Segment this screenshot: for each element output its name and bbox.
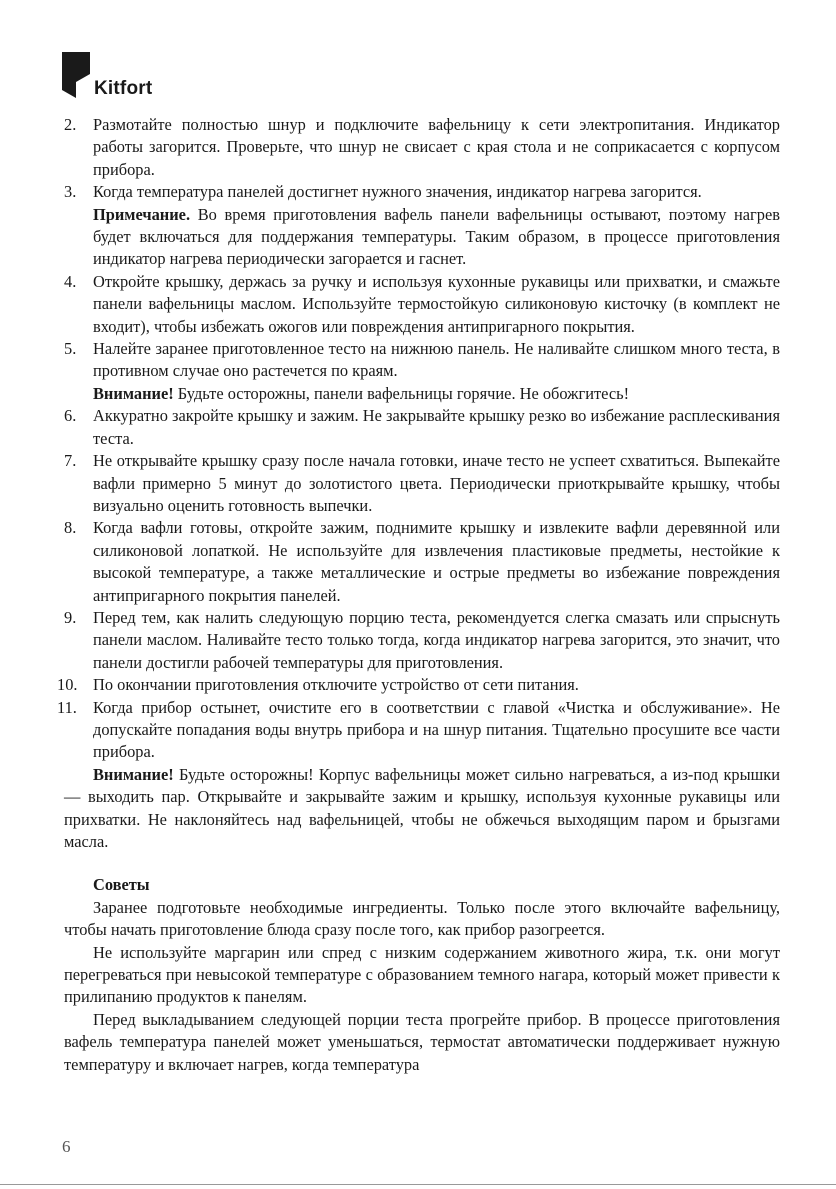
step-text: Откройте крышку, держась за ручку и используя кухонные рукавицы или прихватки, и смажьте панели вафельницы маслом. Используйте термостойкую силиконовую кисточку (в комплект не входит), чтобы избежать ожогов или повреждения антипригарного покрытия. xyxy=(93,271,780,336)
tips-paragraph: Заранее подготовьте необходимые ингредиенты. Только после этого включайте вафельницу, чтобы начать приготовление блюда сразу после того, как прибор разогреется. xyxy=(64,897,780,940)
step-text: Когда прибор остынет, очистите его в соответствии с главой «Чистка и обслуживание». Не допускайте попадания воды внутрь прибора и на шнур питания. Тщательно просушите все части прибора. xyxy=(93,697,780,762)
step-2 xyxy=(64,114,780,181)
tips-heading: Советы xyxy=(93,875,150,895)
step-number: 7. xyxy=(64,451,77,471)
step-3 xyxy=(64,181,780,271)
kitfort-logo-icon xyxy=(62,52,90,98)
note-text: Во время приготовления вафель панели вафельницы остывают, поэтому нагрев будет включаться для поддержания температуры. Таким образом, в процессе приготовления индикатор нагрева периодически загорается и гаснет. xyxy=(93,204,780,269)
step-number: 2. xyxy=(64,115,77,134)
step-11 xyxy=(57,697,780,764)
page-content xyxy=(57,114,780,1076)
step-text: Не открывайте крышку сразу после начала готовки, иначе тесто не успеет схватиться. Выпекайте вафли примерно 5 минут до золотистого цвета. Периодически приоткрывайте крышку, чтобы визуально оценить готовность выпечки. xyxy=(93,451,780,515)
step-number: 5. xyxy=(64,339,77,359)
step-text: Размотайте полностью шнур и подключите вафельницу к сети электропитания. Индикатор работы загорится. Проверьте, что шнур не свисает с края стола и не соприкасается с корпусом прибора. xyxy=(93,115,780,179)
step-text: Налейте заранее приготовленное тесто на нижнюю панель. Не наливайте слишком много теста, в противном случае оно растечется по краям. xyxy=(93,339,780,381)
brand-name: Kitfort xyxy=(94,78,153,99)
step-number: 8. xyxy=(64,518,77,538)
step-number: 6. xyxy=(64,406,77,426)
step-10 xyxy=(57,674,780,696)
tips-paragraph: Не используйте маргарин или спред с низким содержанием животного жира, т.к. они могут перегреваться при невысокой температуре с образованием темного нагара, который может привести к прилипанию продуктов к панелям. xyxy=(64,942,780,1007)
step-text: Когда температура панелей достигнет нужного значения, индикатор нагрева загорится. xyxy=(93,182,702,202)
note-text: Будьте осторожны, панели вафельницы горячие. Не обожгитесь! xyxy=(173,383,630,403)
step-6 xyxy=(64,405,780,450)
step-number: 3. xyxy=(64,182,77,202)
warning-paragraph xyxy=(64,764,780,854)
tips-paragraph: Перед выкладыванием следующей порции теста прогрейте прибор. В процессе приготовления вафель температура панелей может уменьшаться, термостат автоматически поддерживает нужную температуру и включает нагрев, когда температура xyxy=(64,1009,780,1074)
step-8 xyxy=(64,517,780,607)
step-note xyxy=(93,204,780,271)
step-number: 9. xyxy=(64,607,77,627)
step-number: 4. xyxy=(64,271,77,291)
brand-logo xyxy=(62,52,182,102)
step-text: Аккуратно закройте крышку и зажим. Не закрывайте крышку резко во избежание расплескивания теста. xyxy=(93,406,780,448)
step-4 xyxy=(64,271,780,338)
step-7 xyxy=(64,450,780,517)
warning-text: Будьте осторожны! Корпус вафельницы может сильно нагреваться, а из-под крышки — выходить пар. Открывайте и закрывайте зажим и крышку, используя кухонные рукавицы или прихватки. Не наклоняйтесь над вафельницей, чтобы не обжечься выходящим паром и брызгами масла. xyxy=(64,764,780,851)
step-number: 11. xyxy=(57,697,77,717)
bottom-rule xyxy=(0,1184,836,1185)
step-text: Когда вафли готовы, откройте зажим, поднимите крышку и извлеките вафли деревянной или силиконовой лопаткой. Не используйте для извлечения пластиковые предметы, нестойкие к высокой температуре, а также металлические и острые предметы во избежание повреждения антипригарного покрытия панелей. xyxy=(93,518,780,605)
note-label: Примечание. xyxy=(93,204,191,224)
page-number: 6 xyxy=(62,1137,71,1156)
note-label: Внимание! xyxy=(93,383,174,403)
step-9 xyxy=(64,607,780,674)
step-number: 10. xyxy=(57,675,78,695)
step-note xyxy=(93,383,780,405)
instruction-steps xyxy=(57,114,780,764)
warning-label: Внимание! xyxy=(93,764,174,784)
step-text: Перед тем, как налить следующую порцию теста, рекомендуется слегка смазать или спрыснуть панели маслом. Наливайте тесто только тогда, когда индикатор нагрева загорится, это значит, что панели достигли рабочей температуры для приготовления. xyxy=(93,607,780,672)
step-5 xyxy=(64,338,780,405)
step-text: По окончании приготовления отключите устройство от сети питания. xyxy=(93,675,579,695)
